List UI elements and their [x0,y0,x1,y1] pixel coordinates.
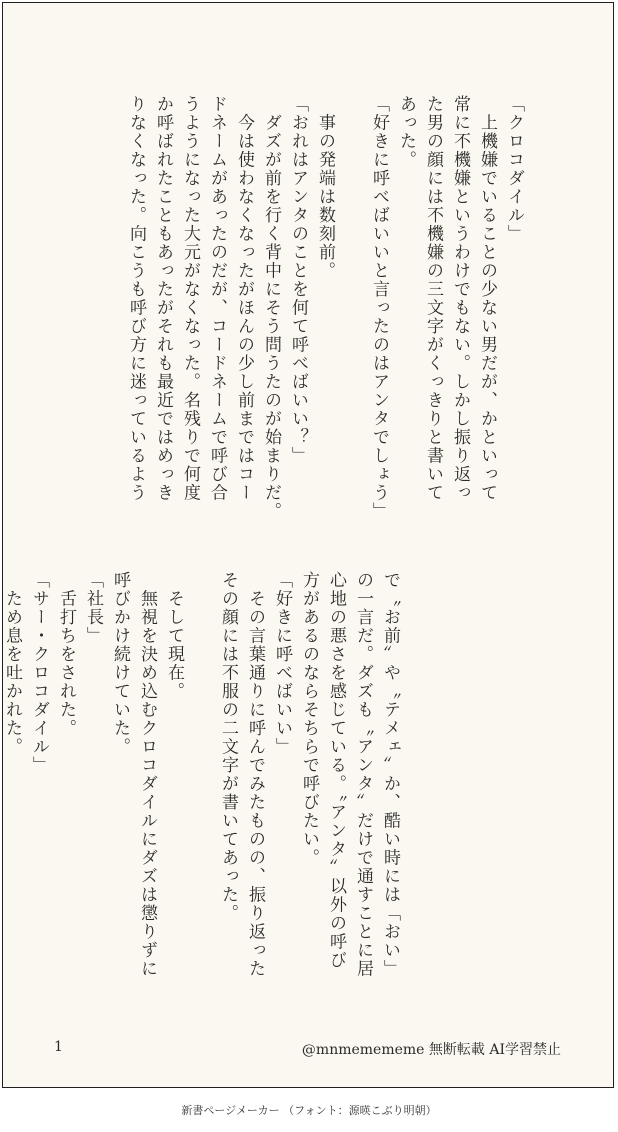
generator-caption: 新書ページメーカー （フォント：源暎こぶり明朝） [181,1104,437,1117]
page-number: 1 [54,1039,63,1055]
book-page [2,2,614,1088]
text-block-upper: 「クロコダイル」 上機嫌でいることの少ない男だが、かといって 常に不機嫌というわけでもない。しかし振り返っ た男の顔には不機嫌の三文字がくっきりと書いて あった。 「好きに呼べばいいと言ったのはアンタでしょう」 事の発端は数刻前。 「おれはアンタのことを何て呼べばいい？」 ダズが前を行く背中にそう問うたのが始まりだ。 今は使わなくなったがほんの少し前まではコー ドネームがあったのだが、コードネームで呼び合 うようになった大元がなくなった。名残りで何度 か呼ばれたこともあったがそれも最近ではめっき りなくなった。向こうも呼び方に迷っているよう [126,95,524,521]
text-block-lower: で〝お前〟や〝テメェ〟か、酷い時には「おい」 の一言だ。ダズも〝アンタ〟だけで通すことに居 心地の悪さを感じている。〝アンタ〟以外の呼び 方があるのならそちらで呼びたい。 「好きに呼べばいい」 その言葉通りに呼んでみたものの、振り返った その顔には不服の二文字が書いてあった。 そして現在。 無視を決め込むクロコダイルにダズは懲りずに 呼びかけ続けていた。 「社長」 舌打ちをされた。 「サー・クロコダイル」 ため息を吐かれた。 [2,571,400,978]
author-credit: @mnmemememe 無断転載 AI学習禁止 [301,1042,561,1058]
